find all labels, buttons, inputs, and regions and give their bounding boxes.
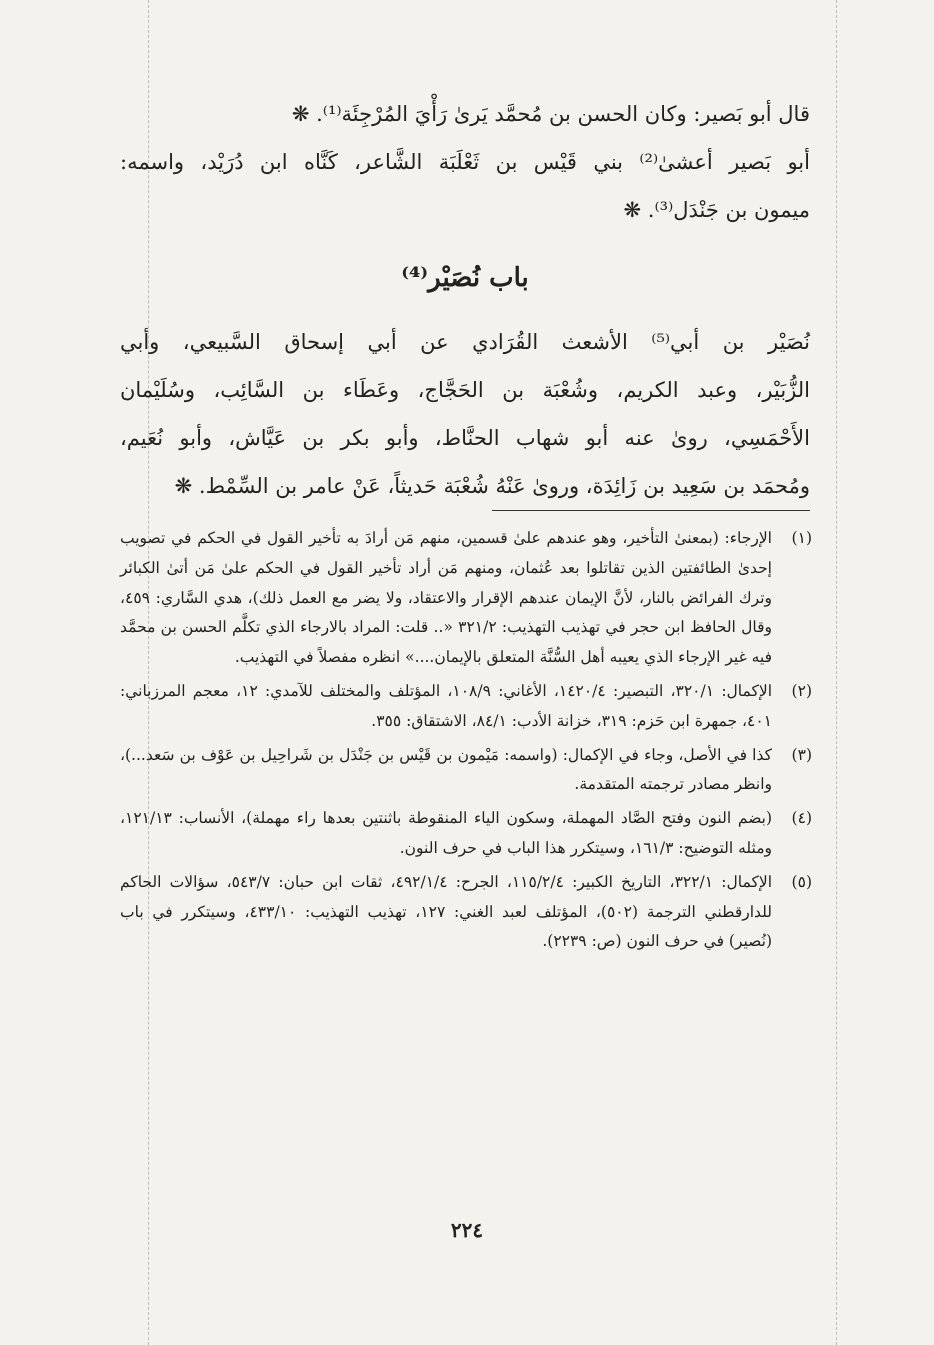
footnote-text: كذا في الأصل، وجاء في الإكمال: (واسمه: مَيْمون بن قَيْس بن جَنْدَل بن شَراحِيل بن عَوْف بن سَعد...)، وانظر مصادر ترجمته المتقدمة. xyxy=(120,745,772,794)
footnote-number: (٣) xyxy=(791,745,812,764)
footnote xyxy=(120,677,812,737)
footnote-number: (٤) xyxy=(791,809,812,828)
text-line: ومُحمَد بن سَعِيد بن زَائِدَة، وروىٰ عَنْهُ شُعْبَة حَديثاً، عَنْ عامر بن السِّمْط. ❋ xyxy=(174,474,810,498)
text-line: ميمون بن جَنْدَل⁽³⁾. ❋ xyxy=(623,198,810,222)
footnote-text: الإكمال: ٣٢٠/١، التبصير: ١٤٢٠/٤، الأغاني: ١٠٨/٩، المؤتلف والمختلف للآمدي: ١٢، معجم المرزباني: ٤٠١، جمهرة ابن حَزم: ٣١٩، خزانة الأدب: ٨٤/١، الاشتقاق: ٣٥٥. xyxy=(120,681,773,730)
footnote xyxy=(120,804,812,864)
section-heading: باب نُصَيْر⁽⁴⁾ xyxy=(401,263,529,293)
footnote xyxy=(120,524,812,673)
text-line: أبو بَصير أعشىٰ⁽²⁾ بني قَيْس بن ثَعْلَبَة الشَّاعر، كَنَّاه ابن دُرَيْد، واسمه: xyxy=(120,150,810,174)
footnote-text: الإرجاء: (بمعنىٰ التأخير، وهو عندهم علىٰ قسمين، منهم مَن أرادَ به تأخير القول في الحكم في تصويب إحدىٰ الطائفتين الذين تقاتلوا بعد عُثمان، ومنهم مَن أراد تأخير القول في الحكم علىٰ مَن أتىٰ الكبائر وترك الفرائض بالنار، لأنَّ الإيمان عندهم الإقرار والاعتقاد، ولا يضر مع العمل ذلك)، هدي السَّاري: ٤٥٩، وقال الحافظ ابن حجر في تهذيب التهذيب: ٣٢١/٢ «.. قلت: المراد بالارجاء الذي تكلَّم الحسن بن محمَّد فيه غير الإرجاء الذي يعيبه أهل السُّنَّة المتعلق بالإيمان....» انظره مفصلاً في التهذيب. xyxy=(120,529,772,667)
footnote xyxy=(120,741,812,801)
text-line: قال أبو بَصير: وكان الحسن بن مُحمَّد يَرىٰ رَأْيَ المُرْجِئَة⁽¹⁾. ❋ xyxy=(291,102,810,126)
footnote-number: (١) xyxy=(791,529,812,547)
footnote-text: الإكمال: ٣٢٢/١، التاريخ الكبير: ١١٥/٢/٤، الجرح: ٤٩٢/١/٤، ثقات ابن حبان: ٥٤٣/٧، سؤالات الحاكم للدارقطني الترجمة (٥٠٢)، المؤتلف لعبد الغني: ١٢٧، تهذيب التهذيب: ٤٣٣/١٠، وسيتكرر في باب (نُصير) في حرف النون (ص: ٢٢٣٩). xyxy=(120,872,773,951)
footnote-number: (٢) xyxy=(791,681,812,700)
footnote-text: (بضم النون وفتح الصَّاد المهملة، وسكون الياء المنقوطة باثنتين بعدها راء مهملة)، الأنساب: ١٢١/١٣، ومثله التوضيح: ١٦١/٣، وسيتكرر هذا الباب في حرف النون. xyxy=(120,809,772,857)
intro-paragraph xyxy=(120,90,810,234)
footnote-number: (٥) xyxy=(791,872,812,891)
footnote-separator xyxy=(492,510,810,511)
footnote xyxy=(120,868,812,957)
text-line: الزُّبَيْر، وعبد الكريم، وشُعْبَة بن الحَجَّاج، وعَطَاء بن السَّائِب، وسُلَيْمان xyxy=(120,378,810,402)
page-number: ٢٢٤ xyxy=(450,1218,484,1242)
scan-artifact-line xyxy=(836,0,837,1345)
footnotes xyxy=(120,524,812,961)
entry-paragraph xyxy=(120,318,810,510)
text-line: الأَحْمَسِي، روىٰ عنه أبو شهاب الحنَّاط، وأبو بكر بن عَيَّاش، وأبو نُعَيم، xyxy=(120,426,810,450)
text-line: نُصَيْر بن أبي⁽⁵⁾ الأشعث القُرَادي عن أبي إسحاق السَّبيعي، وأبي xyxy=(120,330,810,354)
